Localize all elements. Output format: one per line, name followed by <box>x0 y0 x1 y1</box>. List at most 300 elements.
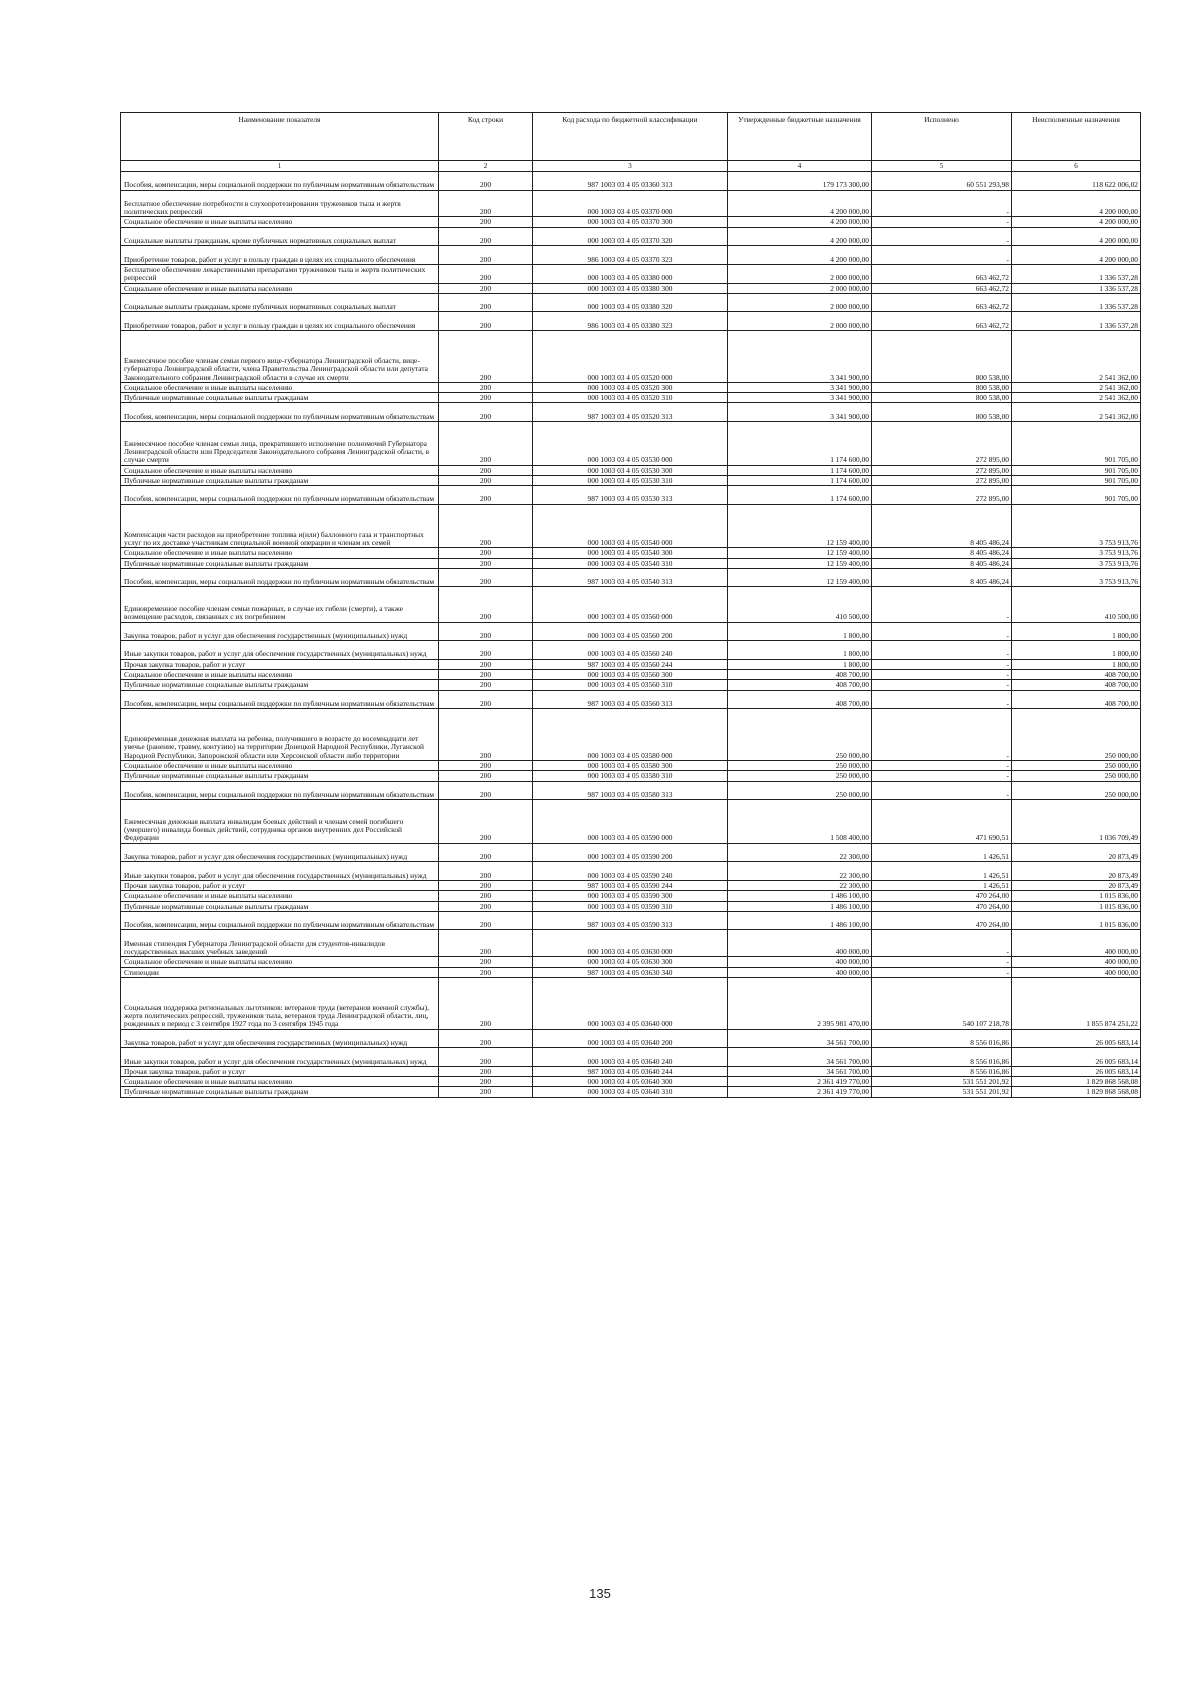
row-line-code: 200 <box>439 587 533 622</box>
row-line-code: 200 <box>439 1048 533 1067</box>
row-remaining: 1 336 537,28 <box>1012 312 1141 331</box>
row-remaining: 4 200 000,00 <box>1012 227 1141 246</box>
row-line-code: 200 <box>439 568 533 587</box>
header-executed: Исполнено <box>872 113 1012 161</box>
row-remaining: 1 015 836,00 <box>1012 901 1141 911</box>
row-approved: 250 000,00 <box>728 709 872 761</box>
table-row <box>121 977 1141 1029</box>
row-executed: - <box>872 709 1012 761</box>
row-approved: 3 341 900,00 <box>728 382 872 392</box>
row-name: Социальное обеспечение и иные выплаты населению <box>121 1077 439 1087</box>
row-remaining: 3 753 913,76 <box>1012 558 1141 568</box>
row-executed: - <box>872 761 1012 771</box>
row-remaining: 250 000,00 <box>1012 709 1141 761</box>
row-executed: 272 895,00 <box>872 486 1012 505</box>
table-row <box>121 558 1141 568</box>
row-budget-code: 987 1003 03 4 05 03530 313 <box>533 486 728 505</box>
row-executed: 272 895,00 <box>872 475 1012 485</box>
row-executed: 1 426,51 <box>872 843 1012 862</box>
row-name: Приобретение товаров, работ и услуг в пользу граждан в целях их социального обеспечения <box>121 246 439 265</box>
row-name: Социальное обеспечение и иные выплаты населению <box>121 891 439 901</box>
row-executed: - <box>872 781 1012 800</box>
row-name: Пособия, компенсации, меры социальной поддержки по публичным нормативным обязательствам <box>121 172 439 191</box>
row-executed: 663 462,72 <box>872 264 1012 283</box>
row-approved: 4 200 000,00 <box>728 246 872 265</box>
row-name: Социальное обеспечение и иные выплаты населению <box>121 761 439 771</box>
row-budget-code: 000 1003 03 4 05 03370 320 <box>533 227 728 246</box>
row-approved: 22 300,00 <box>728 843 872 862</box>
column-number: 4 <box>728 161 872 172</box>
row-budget-code: 987 1003 03 4 05 03580 313 <box>533 781 728 800</box>
table-row <box>121 393 1141 403</box>
row-approved: 12 159 400,00 <box>728 558 872 568</box>
row-budget-code: 000 1003 03 4 05 03590 200 <box>533 843 728 862</box>
row-line-code: 200 <box>439 901 533 911</box>
row-executed: 8 405 486,24 <box>872 504 1012 548</box>
table-row <box>121 293 1141 312</box>
header-unexecuted-appropriations: Неисполненные назначения <box>1012 113 1141 161</box>
column-number: 6 <box>1012 161 1141 172</box>
row-name: Именная стипендия Губернатора Ленинградской области для студентов-инвалидов государственных высших учебных заведений <box>121 930 439 957</box>
row-approved: 22 300,00 <box>728 880 872 890</box>
row-line-code: 200 <box>439 930 533 957</box>
row-remaining: 901 705,00 <box>1012 475 1141 485</box>
row-name: Социальное обеспечение и иные выплаты населению <box>121 957 439 967</box>
row-name: Социальное обеспечение и иные выплаты населению <box>121 382 439 392</box>
column-number: 1 <box>121 161 439 172</box>
row-name: Публичные нормативные социальные выплаты гражданам <box>121 1087 439 1097</box>
row-budget-code: 000 1003 03 4 05 03630 000 <box>533 930 728 957</box>
row-remaining: 2 541 362,00 <box>1012 403 1141 422</box>
table-row <box>121 331 1141 383</box>
table-row <box>121 227 1141 246</box>
row-executed: 800 538,00 <box>872 393 1012 403</box>
row-name: Единовременная денежная выплата на ребенка, получившего в возрасте до восемнадцати лет увечье (ранение, травму, контузию) на территории Донецкой Народной Республики, Луганской Народной Республики, Запорожской области или Херсонской области либо территории <box>121 709 439 761</box>
row-line-code: 200 <box>439 800 533 844</box>
row-executed: 540 107 218,78 <box>872 977 1012 1029</box>
row-remaining: 1 829 868 568,08 <box>1012 1087 1141 1097</box>
row-budget-code: 000 1003 03 4 05 03560 240 <box>533 641 728 660</box>
table-row <box>121 1066 1141 1076</box>
row-line-code: 200 <box>439 862 533 881</box>
row-name: Ежемесячная денежная выплата инвалидам боевых действий и членам семей погибшего (умершего) инвалида боевых действий, сотрудника органов внутренних дел Российской Федерации <box>121 800 439 844</box>
row-approved: 34 561 700,00 <box>728 1048 872 1067</box>
row-executed: - <box>872 622 1012 641</box>
header-budget-classification-code: Код расхода по бюджетной классификации <box>533 113 728 161</box>
row-approved: 2 361 419 770,00 <box>728 1087 872 1097</box>
row-budget-code: 987 1003 03 4 05 03520 313 <box>533 403 728 422</box>
table-row <box>121 475 1141 485</box>
row-approved: 408 700,00 <box>728 690 872 709</box>
row-line-code: 200 <box>439 709 533 761</box>
row-approved: 3 341 900,00 <box>728 393 872 403</box>
row-remaining: 1 336 537,28 <box>1012 283 1141 293</box>
row-executed: 663 462,72 <box>872 312 1012 331</box>
row-executed: 1 426,51 <box>872 880 1012 890</box>
row-remaining: 26 005 683,14 <box>1012 1048 1141 1067</box>
row-budget-code: 000 1003 03 4 05 03540 000 <box>533 504 728 548</box>
row-approved: 1 174 600,00 <box>728 475 872 485</box>
row-line-code: 200 <box>439 283 533 293</box>
row-executed: 8 405 486,24 <box>872 548 1012 558</box>
row-approved: 4 200 000,00 <box>728 190 872 217</box>
row-name: Ежемесячное пособие членам семьи лица, прекратившего исполнение полномочий Губернатора Ленинградской области или Председателя Законодательного собрания Ленинградской области, в случае смерти <box>121 422 439 466</box>
row-line-code: 200 <box>439 641 533 660</box>
row-approved: 2 000 000,00 <box>728 264 872 283</box>
row-budget-code: 000 1003 03 4 05 03590 240 <box>533 862 728 881</box>
row-executed: - <box>872 957 1012 967</box>
row-name: Прочая закупка товаров, работ и услуг <box>121 880 439 890</box>
row-budget-code: 000 1003 03 4 05 03590 300 <box>533 891 728 901</box>
row-remaining: 3 753 913,76 <box>1012 548 1141 558</box>
row-budget-code: 000 1003 03 4 05 03590 000 <box>533 800 728 844</box>
table-row <box>121 1087 1141 1097</box>
row-name: Пособия, компенсации, меры социальной поддержки по публичным нормативным обязательствам <box>121 690 439 709</box>
row-budget-code: 000 1003 03 4 05 03520 310 <box>533 393 728 403</box>
row-executed: - <box>872 217 1012 227</box>
table-row <box>121 465 1141 475</box>
table-row <box>121 709 1141 761</box>
row-name: Закупка товаров, работ и услуг для обеспечения государственных (муниципальных) нужд <box>121 622 439 641</box>
row-approved: 1 174 600,00 <box>728 486 872 505</box>
row-approved: 400 000,00 <box>728 967 872 977</box>
row-name: Публичные нормативные социальные выплаты гражданам <box>121 475 439 485</box>
row-remaining: 20 873,49 <box>1012 862 1141 881</box>
row-remaining: 3 753 913,76 <box>1012 568 1141 587</box>
row-budget-code: 000 1003 03 4 05 03560 000 <box>533 587 728 622</box>
table-row <box>121 504 1141 548</box>
row-executed: - <box>872 227 1012 246</box>
row-budget-code: 000 1003 03 4 05 03530 300 <box>533 465 728 475</box>
row-name: Социальная поддержка региональных льготников: ветеранов труда (ветеранов военной службы), жертв политических репрессий, тружеников тыла, ветеранов труда Ленинградской области, лиц, рожденных в период с 3 сентября 1927 года по 3 сентября 1945 года <box>121 977 439 1029</box>
row-line-code: 200 <box>439 891 533 901</box>
row-remaining: 901 705,00 <box>1012 486 1141 505</box>
row-executed: 800 538,00 <box>872 331 1012 383</box>
row-line-code: 200 <box>439 548 533 558</box>
table-row <box>121 264 1141 283</box>
row-executed: - <box>872 641 1012 660</box>
row-budget-code: 987 1003 03 4 05 03630 340 <box>533 967 728 977</box>
column-number-row <box>121 161 1141 172</box>
row-remaining: 400 000,00 <box>1012 957 1141 967</box>
row-name: Иные закупки товаров, работ и услуг для обеспечения государственных (муниципальных) нужд <box>121 862 439 881</box>
table-row <box>121 172 1141 191</box>
row-budget-code: 000 1003 03 4 05 03380 320 <box>533 293 728 312</box>
row-remaining: 1 800,00 <box>1012 622 1141 641</box>
row-name: Ежемесячное пособие членам семьи первого вице-губернатора Ленинградской области, вице-губернатора Ленинградской области, члена Правительства Ленинградской области или депутата Законодательного собрания Ленинградской области в случае их смерти <box>121 331 439 383</box>
row-name: Закупка товаров, работ и услуг для обеспечения государственных (муниципальных) нужд <box>121 843 439 862</box>
row-budget-code: 000 1003 03 4 05 03590 310 <box>533 901 728 911</box>
row-name: Социальное обеспечение и иные выплаты населению <box>121 217 439 227</box>
row-executed: - <box>872 670 1012 680</box>
row-remaining: 1 036 709,49 <box>1012 800 1141 844</box>
row-budget-code: 000 1003 03 4 05 03530 000 <box>533 422 728 466</box>
row-budget-code: 000 1003 03 4 05 03640 240 <box>533 1048 728 1067</box>
row-name: Иные закупки товаров, работ и услуг для обеспечения государственных (муниципальных) нужд <box>121 1048 439 1067</box>
row-budget-code: 000 1003 03 4 05 03580 000 <box>533 709 728 761</box>
row-approved: 34 561 700,00 <box>728 1029 872 1048</box>
row-budget-code: 000 1003 03 4 05 03580 300 <box>533 761 728 771</box>
row-line-code: 200 <box>439 911 533 930</box>
row-remaining: 1 829 868 568,08 <box>1012 1077 1141 1087</box>
row-name: Пособия, компенсации, меры социальной поддержки по публичным нормативным обязательствам <box>121 486 439 505</box>
table-row <box>121 1048 1141 1067</box>
row-remaining: 400 000,00 <box>1012 930 1141 957</box>
row-approved: 1 486 100,00 <box>728 891 872 901</box>
row-name: Пособия, компенсации, меры социальной поддержки по публичным нормативным обязательствам <box>121 911 439 930</box>
row-remaining: 1 015 836,00 <box>1012 891 1141 901</box>
table-row <box>121 217 1141 227</box>
row-executed: - <box>872 967 1012 977</box>
row-line-code: 200 <box>439 843 533 862</box>
row-executed: 8 405 486,24 <box>872 568 1012 587</box>
row-budget-code: 000 1003 03 4 05 03370 300 <box>533 217 728 227</box>
row-line-code: 200 <box>439 393 533 403</box>
row-line-code: 200 <box>439 264 533 283</box>
row-executed: - <box>872 930 1012 957</box>
row-name: Социальное обеспечение и иные выплаты населению <box>121 670 439 680</box>
row-line-code: 200 <box>439 246 533 265</box>
table-row <box>121 486 1141 505</box>
row-line-code: 200 <box>439 475 533 485</box>
row-executed: - <box>872 587 1012 622</box>
row-executed: 8 556 016,86 <box>872 1066 1012 1076</box>
row-name: Иные закупки товаров, работ и услуг для обеспечения государственных (муниципальных) нужд <box>121 641 439 660</box>
row-executed: - <box>872 246 1012 265</box>
row-executed: 531 551 201,92 <box>872 1087 1012 1097</box>
row-remaining: 20 873,49 <box>1012 880 1141 890</box>
row-budget-code: 000 1003 03 4 05 03380 300 <box>533 283 728 293</box>
row-remaining: 408 700,00 <box>1012 670 1141 680</box>
table-row <box>121 422 1141 466</box>
row-approved: 2 361 419 770,00 <box>728 1077 872 1087</box>
table-row <box>121 680 1141 690</box>
row-approved: 250 000,00 <box>728 781 872 800</box>
row-remaining: 1 015 836,00 <box>1012 911 1141 930</box>
table-row <box>121 246 1141 265</box>
table-row <box>121 781 1141 800</box>
row-line-code: 200 <box>439 1077 533 1087</box>
row-approved: 408 700,00 <box>728 680 872 690</box>
row-budget-code: 000 1003 03 4 05 03560 310 <box>533 680 728 690</box>
row-remaining: 250 000,00 <box>1012 761 1141 771</box>
row-remaining: 4 200 000,00 <box>1012 217 1141 227</box>
table-row <box>121 1029 1141 1048</box>
row-budget-code: 000 1003 03 4 05 03520 000 <box>533 331 728 383</box>
table-row <box>121 312 1141 331</box>
row-line-code: 200 <box>439 761 533 771</box>
table-row <box>121 800 1141 844</box>
row-line-code: 200 <box>439 690 533 709</box>
row-approved: 1 486 100,00 <box>728 911 872 930</box>
row-budget-code: 987 1003 03 4 05 03640 244 <box>533 1066 728 1076</box>
row-line-code: 200 <box>439 680 533 690</box>
row-budget-code: 000 1003 03 4 05 03530 310 <box>533 475 728 485</box>
row-budget-code: 000 1003 03 4 05 03370 000 <box>533 190 728 217</box>
table-row <box>121 862 1141 881</box>
row-remaining: 250 000,00 <box>1012 781 1141 800</box>
table-row <box>121 1077 1141 1087</box>
row-budget-code: 000 1003 03 4 05 03640 300 <box>533 1077 728 1087</box>
row-approved: 408 700,00 <box>728 670 872 680</box>
column-number: 3 <box>533 161 728 172</box>
row-line-code: 200 <box>439 227 533 246</box>
row-remaining: 2 541 362,00 <box>1012 331 1141 383</box>
row-line-code: 200 <box>439 1087 533 1097</box>
row-executed: 1 426,51 <box>872 862 1012 881</box>
row-executed: - <box>872 190 1012 217</box>
row-budget-code: 987 1003 03 4 05 03540 313 <box>533 568 728 587</box>
table-row <box>121 957 1141 967</box>
row-line-code: 200 <box>439 312 533 331</box>
row-name: Публичные нормативные социальные выплаты гражданам <box>121 901 439 911</box>
row-line-code: 200 <box>439 293 533 312</box>
row-approved: 4 200 000,00 <box>728 217 872 227</box>
row-remaining: 250 000,00 <box>1012 771 1141 781</box>
row-name: Публичные нормативные социальные выплаты гражданам <box>121 558 439 568</box>
row-approved: 1 800,00 <box>728 622 872 641</box>
table-row <box>121 587 1141 622</box>
row-name: Закупка товаров, работ и услуг для обеспечения государственных (муниципальных) нужд <box>121 1029 439 1048</box>
row-line-code: 200 <box>439 422 533 466</box>
row-executed: - <box>872 771 1012 781</box>
row-budget-code: 000 1003 03 4 05 03540 300 <box>533 548 728 558</box>
row-approved: 250 000,00 <box>728 761 872 771</box>
row-budget-code: 987 1003 03 4 05 03360 313 <box>533 172 728 191</box>
row-line-code: 200 <box>439 967 533 977</box>
row-line-code: 200 <box>439 670 533 680</box>
row-budget-code: 000 1003 03 4 05 03640 310 <box>533 1087 728 1097</box>
table-row <box>121 771 1141 781</box>
row-remaining: 901 705,00 <box>1012 422 1141 466</box>
row-approved: 2 000 000,00 <box>728 293 872 312</box>
row-budget-code: 000 1003 03 4 05 03640 200 <box>533 1029 728 1048</box>
row-executed: - <box>872 680 1012 690</box>
table-row <box>121 548 1141 558</box>
table-row <box>121 930 1141 957</box>
row-approved: 410 500,00 <box>728 587 872 622</box>
row-remaining: 1 336 537,28 <box>1012 293 1141 312</box>
row-remaining: 20 873,49 <box>1012 843 1141 862</box>
row-line-code: 200 <box>439 465 533 475</box>
row-line-code: 200 <box>439 486 533 505</box>
row-name: Единовременное пособие членам семьи пожарных, в случае их гибели (смерти), а также возмещение расходов, связанных с их погребением <box>121 587 439 622</box>
row-name: Социальное обеспечение и иные выплаты населению <box>121 465 439 475</box>
row-approved: 1 800,00 <box>728 659 872 669</box>
row-name: Компенсация части расходов на приобретение топлива и(или) баллонного газа и транспортных услуг по их доставке участникам специальной военной операции и членам их семей <box>121 504 439 548</box>
row-name: Социальные выплаты гражданам, кроме публичных нормативных социальных выплат <box>121 227 439 246</box>
row-executed: 272 895,00 <box>872 422 1012 466</box>
row-approved: 250 000,00 <box>728 771 872 781</box>
row-remaining: 1 800,00 <box>1012 641 1141 660</box>
table-row <box>121 659 1141 669</box>
row-remaining: 400 000,00 <box>1012 967 1141 977</box>
row-approved: 3 341 900,00 <box>728 331 872 383</box>
row-budget-code: 000 1003 03 4 05 03630 300 <box>533 957 728 967</box>
row-budget-code: 000 1003 03 4 05 03520 300 <box>533 382 728 392</box>
row-name: Публичные нормативные социальные выплаты гражданам <box>121 771 439 781</box>
row-approved: 3 341 900,00 <box>728 403 872 422</box>
row-approved: 2 395 981 470,00 <box>728 977 872 1029</box>
budget-execution-table <box>120 112 1141 1098</box>
row-approved: 12 159 400,00 <box>728 548 872 558</box>
row-name: Пособия, компенсации, меры социальной поддержки по публичным нормативным обязательствам <box>121 781 439 800</box>
row-name: Социальные выплаты гражданам, кроме публичных нормативных социальных выплат <box>121 293 439 312</box>
row-name: Стипендии <box>121 967 439 977</box>
row-budget-code: 987 1003 03 4 05 03560 313 <box>533 690 728 709</box>
row-remaining: 3 753 913,76 <box>1012 504 1141 548</box>
row-approved: 12 159 400,00 <box>728 568 872 587</box>
row-budget-code: 000 1003 03 4 05 03540 310 <box>533 558 728 568</box>
row-approved: 1 174 600,00 <box>728 465 872 475</box>
header-line-code: Код строки <box>439 113 533 161</box>
page-number: 135 <box>589 1586 611 1601</box>
row-name: Бесплатное обеспечение лекарственными препаратами тружеников тыла и жертв политических репрессий <box>121 264 439 283</box>
row-name: Социальное обеспечение и иные выплаты населению <box>121 548 439 558</box>
row-approved: 34 561 700,00 <box>728 1066 872 1076</box>
table-row <box>121 880 1141 890</box>
row-remaining: 26 005 683,14 <box>1012 1066 1141 1076</box>
row-name: Прочая закупка товаров, работ и услуг <box>121 1066 439 1076</box>
row-approved: 1 508 400,00 <box>728 800 872 844</box>
row-line-code: 200 <box>439 880 533 890</box>
row-remaining: 4 200 000,00 <box>1012 190 1141 217</box>
row-remaining: 410 500,00 <box>1012 587 1141 622</box>
row-approved: 22 300,00 <box>728 862 872 881</box>
column-number: 2 <box>439 161 533 172</box>
header-row <box>121 113 1141 161</box>
row-line-code: 200 <box>439 217 533 227</box>
row-line-code: 200 <box>439 1029 533 1048</box>
row-remaining: 4 200 000,00 <box>1012 246 1141 265</box>
row-approved: 2 000 000,00 <box>728 312 872 331</box>
row-approved: 2 000 000,00 <box>728 283 872 293</box>
row-budget-code: 986 1003 03 4 05 03380 323 <box>533 312 728 331</box>
table-row <box>121 641 1141 660</box>
table-body <box>121 172 1141 1098</box>
row-executed: - <box>872 659 1012 669</box>
header-approved-appropriations: Утвержденные бюджетные назначения <box>728 113 872 161</box>
row-approved: 1 174 600,00 <box>728 422 872 466</box>
row-remaining: 901 705,00 <box>1012 465 1141 475</box>
row-executed: 471 690,51 <box>872 800 1012 844</box>
table-row <box>121 403 1141 422</box>
row-executed: 470 264,00 <box>872 901 1012 911</box>
row-budget-code: 000 1003 03 4 05 03580 310 <box>533 771 728 781</box>
row-executed: 60 551 293,98 <box>872 172 1012 191</box>
table-row <box>121 911 1141 930</box>
row-line-code: 200 <box>439 403 533 422</box>
header-indicator-name: Наименование показателя <box>121 113 439 161</box>
row-remaining: 1 855 874 251,22 <box>1012 977 1141 1029</box>
row-budget-code: 987 1003 03 4 05 03590 244 <box>533 880 728 890</box>
column-number: 5 <box>872 161 1012 172</box>
row-remaining: 1 800,00 <box>1012 659 1141 669</box>
row-budget-code: 987 1003 03 4 05 03560 244 <box>533 659 728 669</box>
row-executed: 470 264,00 <box>872 911 1012 930</box>
table-row <box>121 843 1141 862</box>
table-row <box>121 283 1141 293</box>
table-row <box>121 568 1141 587</box>
row-line-code: 200 <box>439 558 533 568</box>
row-executed: 470 264,00 <box>872 891 1012 901</box>
row-budget-code: 986 1003 03 4 05 03370 323 <box>533 246 728 265</box>
row-executed: 8 556 016,86 <box>872 1029 1012 1048</box>
row-remaining: 408 700,00 <box>1012 690 1141 709</box>
table-row <box>121 382 1141 392</box>
row-approved: 400 000,00 <box>728 930 872 957</box>
row-executed: 272 895,00 <box>872 465 1012 475</box>
